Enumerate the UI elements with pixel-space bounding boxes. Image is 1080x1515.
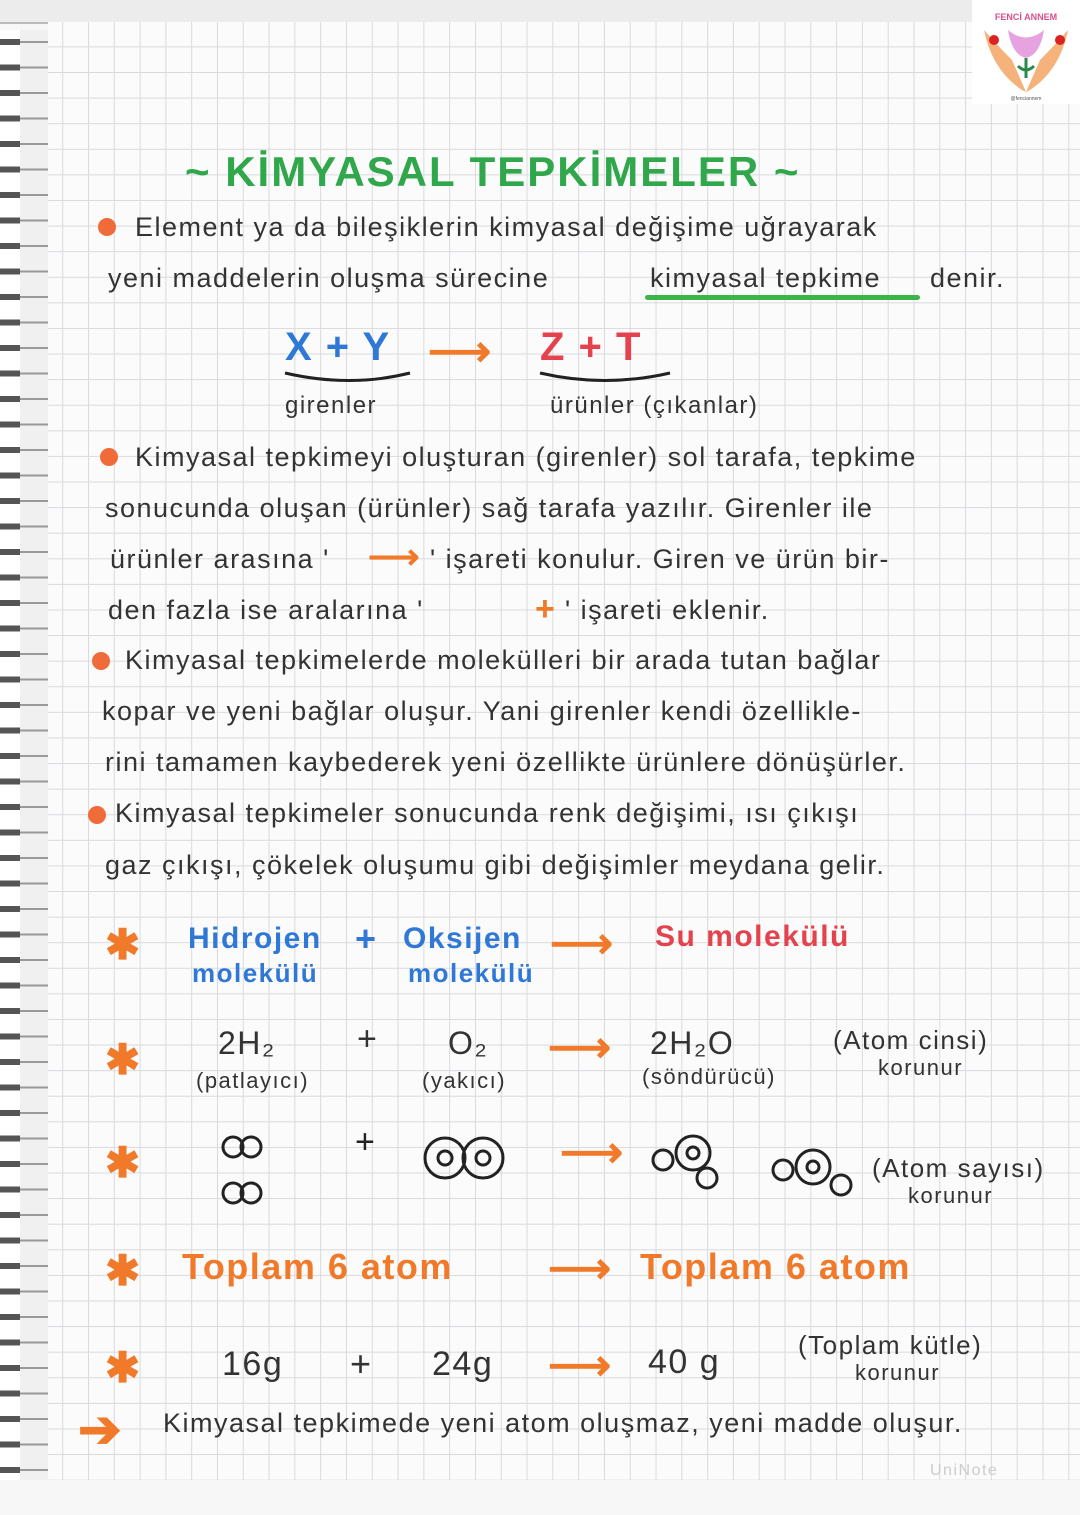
oxygen-molecule <box>425 1138 503 1178</box>
asterisk-icon: ✱ <box>105 1036 141 1083</box>
ex3-note-2: korunur <box>908 1183 994 1208</box>
p2-line-4b: ' işareti eklenir. <box>565 595 770 625</box>
ex5-plus: + <box>350 1343 373 1384</box>
asterisk-icon: ✱ <box>105 1139 141 1186</box>
bullet <box>88 806 106 824</box>
p2-line-4a: den fazla ise aralarına ' <box>108 595 424 625</box>
svg-text:FENCİ ANNEM: FENCİ ANNEM <box>994 12 1058 22</box>
intro-line-2-end: denir. <box>930 263 1006 293</box>
p4-line-1: Kimyasal tepkimeler sonucunda renk değişimi, ısı çıkışı <box>115 798 860 828</box>
p2-line-2: sonucunda oluşan (ürünler) sağ tarafa yazılır. Girenler ile <box>105 493 874 523</box>
products-label: ürünler (çıkanlar) <box>550 392 759 419</box>
ex2-b-note: (yakıcı) <box>422 1068 507 1093</box>
products: Z + T <box>540 325 642 369</box>
ex2-c: 2H₂O <box>650 1025 735 1061</box>
p2-line-3b: ' işareti konulur. Giren ve ürün bir- <box>430 544 890 574</box>
arrow-icon: ⟶ <box>368 536 420 577</box>
arrow-icon: ➔ <box>78 1401 122 1459</box>
arrow-icon: ⟶ <box>550 919 614 968</box>
p3-line-3: rini tamamen kaybederek yeni özellikte ürünlere dönüşürler. <box>105 747 907 777</box>
ex4-a: Toplam 6 atom <box>182 1246 453 1287</box>
conclusion: Kimyasal tepkimede yeni atom oluşmaz, yeni madde oluşur. <box>163 1408 963 1438</box>
arrow-icon: ⟶ <box>548 1023 612 1072</box>
asterisk-icon: ✱ <box>105 921 141 968</box>
p2-line-3a: ürünler arasına ' <box>110 544 330 574</box>
p2-line-1: Kimyasal tepkimeyi oluşturan (girenler) sol tarafa, tepkime <box>135 442 917 472</box>
bullet <box>98 218 116 236</box>
ex2-a-note: (patlayıcı) <box>196 1068 310 1093</box>
intro-line-2: yeni maddelerin oluşma sürecine <box>108 263 550 293</box>
fenci-annem-logo <box>972 0 1080 104</box>
asterisk-icon: ✱ <box>105 1247 141 1294</box>
spiral-binding <box>0 30 48 1480</box>
arrow-icon: ⟶ <box>548 1341 612 1390</box>
arrow-icon: ⟶ <box>428 327 492 376</box>
ex1-a: Hidrojen <box>188 922 322 955</box>
highlight-term: kimyasal tepkime <box>650 263 882 293</box>
reactants: X + Y <box>285 325 391 369</box>
bullet <box>100 448 118 466</box>
p3-line-1: Kimyasal tepkimelerde molekülleri bir arada tutan bağlar <box>125 645 882 675</box>
arrow-icon: ⟶ <box>548 1244 612 1293</box>
ex1-b: Oksijen <box>403 922 522 955</box>
scan-edge <box>0 0 1080 24</box>
molecule-diagram <box>215 1125 865 1210</box>
ex2-note-1: (Atom cinsi) <box>833 1025 989 1055</box>
page-title: ~ KİMYASAL TEPKİMELER ~ <box>185 148 801 195</box>
svg-text:⟶: ⟶ <box>560 1128 624 1177</box>
bullet <box>92 652 110 670</box>
ex2-c-note: (söndürücü) <box>642 1064 776 1089</box>
ex5-b: 24g <box>432 1345 494 1383</box>
ex1-plus: + <box>355 918 378 959</box>
ex3-note-1: (Atom sayısı) <box>872 1153 1045 1183</box>
ex1-a2: molekülü <box>192 958 319 988</box>
asterisk-icon: ✱ <box>105 1344 141 1391</box>
ex2-plus: + <box>357 1020 379 1058</box>
ex2-a: 2H₂ <box>218 1025 276 1061</box>
intro-line-1: Element ya da bileşiklerin kimyasal değişime uğrayarak <box>135 212 878 242</box>
ex1-c: Su molekülü <box>655 920 850 953</box>
watermark: UniNote <box>930 1462 999 1479</box>
ex5-c: 40 g <box>648 1343 721 1381</box>
water-molecule <box>653 1136 717 1188</box>
plus-sign: + <box>535 590 557 628</box>
p4-line-2: gaz çıkışı, çökelek oluşumu gibi değişimler meydana gelir. <box>105 850 886 880</box>
ex5-note-2: korunur <box>855 1360 941 1385</box>
ex4-c: Toplam 6 atom <box>640 1246 911 1287</box>
ex2-b: O₂ <box>448 1025 489 1061</box>
p3-line-2: kopar ve yeni bağlar oluşur. Yani girenler kendi özellikle- <box>102 696 862 726</box>
ex1-b2: molekülü <box>408 958 535 988</box>
hydrogen-molecule <box>223 1137 261 1203</box>
water-molecule <box>773 1150 851 1195</box>
braces <box>280 368 680 392</box>
svg-text:@fenciannem: @fenciannem <box>1010 96 1042 102</box>
svg-text:+: + <box>355 1125 375 1161</box>
reactants-label: girenler <box>285 392 378 419</box>
ex2-note-2: korunur <box>878 1055 964 1080</box>
green-underline <box>645 295 920 300</box>
ex5-a: 16g <box>222 1345 284 1383</box>
ex5-note-1: (Toplam kütle) <box>798 1330 983 1360</box>
